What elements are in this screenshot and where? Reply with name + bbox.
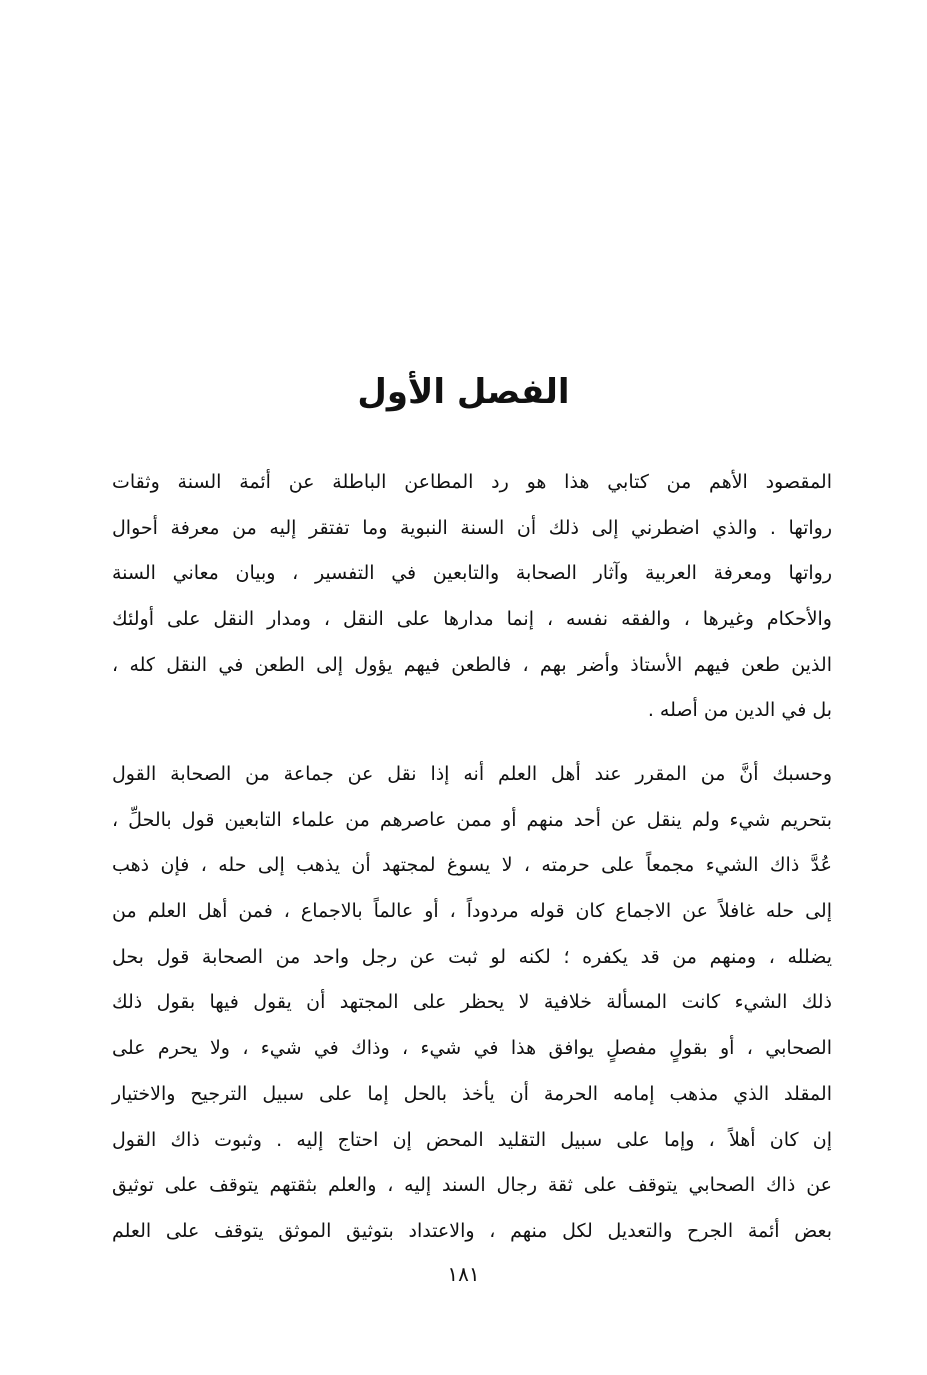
paragraph-2 — [112, 752, 832, 1255]
text-line: المقصود الأهم من كتابي هذا هو رد المطاعن الباطلة عن أئمة السنة وثقات — [112, 471, 832, 493]
text-line: عن ذاك الصحابي يتوقف على ثقة رجال السند إليه ، والعلم بثقتهم يتوقف على توثيق — [112, 1174, 832, 1197]
text-line: بعض أئمة الجرح والتعديل لكل منهم ، والاعتداد بتوثيق الموثق يتوقف على العلم — [112, 1219, 832, 1242]
paragraph-1 — [112, 460, 832, 734]
text-line: الذين طعن فيهم الأستاذ وأضر بهم ، فالطعن فيهم يؤول إلى الطعن في النقل كله ، — [112, 653, 832, 676]
text-line: بل في الدين من أصله . — [647, 699, 832, 722]
chapter-title: الفصل الأول — [357, 372, 570, 412]
text-line: رواتها . والذي اضطرني إلى ذلك أن السنة النبوية وما تفتقر إليه من معرفة أحوال — [112, 516, 832, 539]
text-line: والأحكام وغيرها ، والفقه نفسه ، إنما مدارها على النقل ، ومدار النقل على أولئك — [112, 608, 832, 631]
text-line: عُدَّ ذاك الشيء مجمعاً على حرمته ، لا يسوغ لمجتهد أن يذهب إلى حله ، فإن ذهب — [112, 854, 832, 877]
text-line: وحسبك أنَّ من المقرر عند أهل العلم أنه إذا نقل عن جماعة من الصحابة القول — [112, 763, 832, 785]
text-line: يضلله ، ومنهم من قد يكفره ؛ لكنه لو ثبت عن رجل واحد من الصحابة قول بحل — [112, 945, 832, 968]
text-line: ذلك الشيء كانت المسألة خلافية لا يحظر على المجتهد أن يقول فيها بقول ذلك — [112, 991, 832, 1014]
page-number: ١٨١ — [447, 1262, 480, 1286]
text-line: رواتها ومعرفة العربية وآثار الصحابة والتابعين في التفسير ، وبيان معاني السنة — [112, 562, 832, 585]
text-line: بتحريم شيء ولم ينقل عن أحد منهم أو ممن عاصرهم من علماء التابعين قول بالحلِّ ، — [112, 808, 832, 831]
text-line: إلى حله غافلاً عن الاجماع كان قوله مردوداً ، أو عالماً بالاجماع ، فمن أهل العلم من — [112, 900, 832, 923]
text-line: الصحابي ، أو بقولٍ مفصلٍ يوافق هذا في شيء ، وذاك في شيء ، ولا يحرم على — [112, 1037, 832, 1060]
text-line: المقلد الذي مذهب إمامه الحرمة أن يأخذ بالحل إما على سبيل الترجيح والاختيار — [112, 1082, 832, 1105]
text-line: إن كان أهلاً ، وإما على سبيل التقليد المحض إن احتاج إليه . وثبوت ذاك القول — [112, 1128, 832, 1151]
